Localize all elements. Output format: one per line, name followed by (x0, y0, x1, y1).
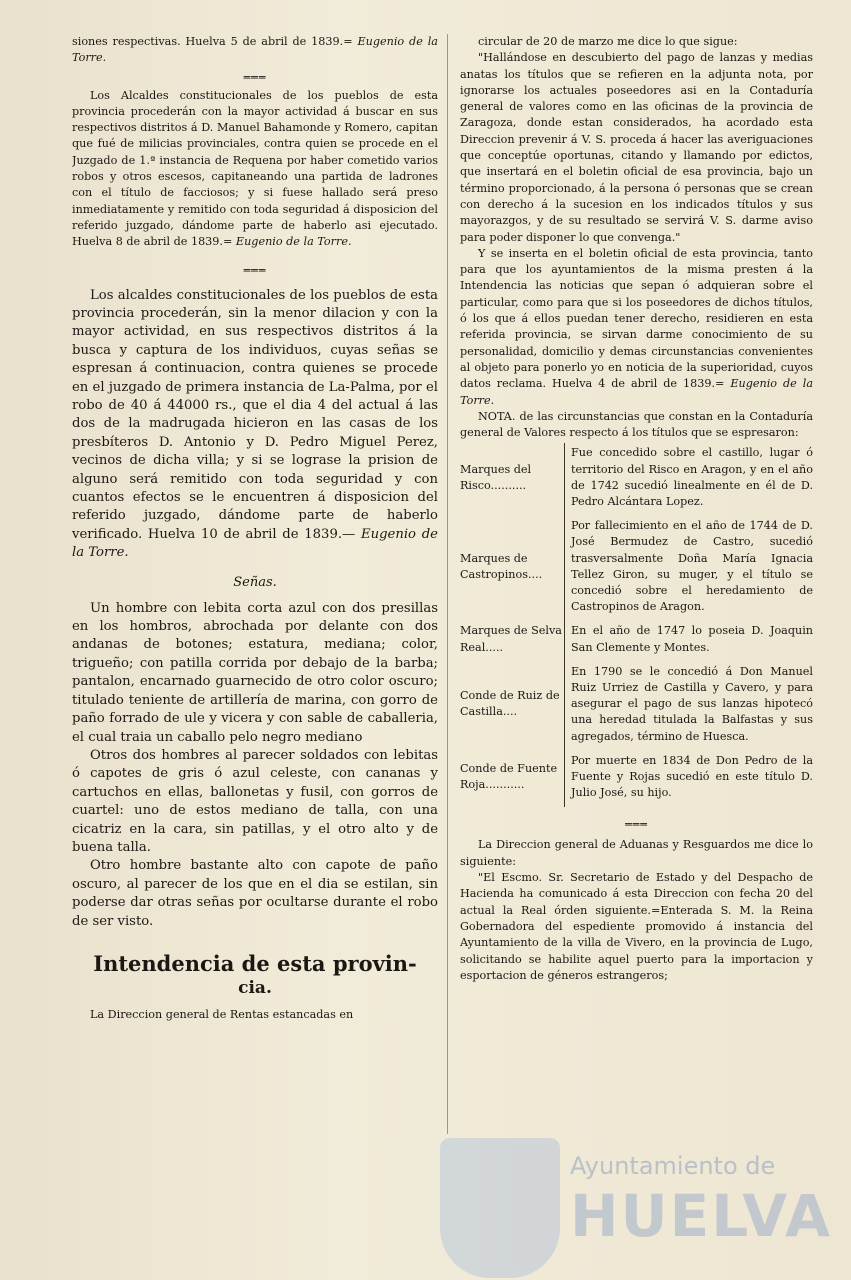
intro-fragment (72, 34, 438, 67)
title-name: Marques de Selva Real..... (460, 624, 562, 654)
notice-text: Los Alcaldes constitucionales de los pueblos de esta provincia procederán con la mayor actividad á buscar en sus respectivos distritos á D. Manuel Bahamonde y Romero, capitan que fué de milicias provinciales, contra quien se procede en el Juzgado de 1.ª instancia de Requena por haber cometido varios robos y otros escesos, capitaneando una partida de ladrones con el título de facciosos; y si fuese hallado será preso inmediatamente y remitido con toda seguridad á disposicion del referido juzgado, dándome parte de haberlo asi ejecutado. Huelva 8 de abril de 1839.= (72, 88, 438, 249)
title-name: Marques del Risco.......... (460, 462, 532, 492)
title-name: Marques de Castropinos.... (460, 551, 543, 581)
table-row (460, 662, 813, 751)
aduanas-text: "El Escmo. Sr. Secretario de Estado y del Despacho de Hacienda ha comunicado á esta Direccion con fecha 20 del actual la Real órden siguiente.=Enterada S. M. la Reina Gobernadora del espediente promovido á instancia del Ayuntamiento de la villa de Vivero, en la provincia de Lugo, solicitando se habilite aquel puerto para la importacion y esportacion de géneros estrangeros; (460, 871, 813, 982)
insertion-text: Y se inserta en el boletin oficial de esta provincia, tanto para que los ayuntamientos de la misma presten á la Intendencia las noticias que sepan ó adquieran sobre el particular, como para que si los poseedores de dichos títulos, ó los que á ellos puedan tener derecho, residieren en esta referida provincia, se sirvan darme conocimiento de su personalidad, domicilio y demas circunstancias convenientes al objeto para ponerlo yo en noticia de la superioridad, cuyos datos reclama. Huelva 4 de abril de 1839.= (460, 246, 813, 391)
table-row (460, 621, 813, 661)
signature: Eugenio de la Torre. (72, 35, 438, 65)
titles-table (460, 443, 813, 807)
description-1: Un hombre con lebita corta azul con dos presillas en los hombros, abrochada por delante con dos andanas de botones; estatura, mediana; color, trigueño; con patilla corrida por debajo de la barba; pantalon, encarnado guarnecido de otro color oscuro; titulado teniente de artillería de marina, con gorro de paño forrado de ule y vicera y con sable de caballeria, el cual traia un caballo pelo negro mediano (72, 600, 438, 745)
senas-heading: Señas. (233, 574, 277, 590)
title-name: Conde de Fuente Roja........... (460, 761, 558, 792)
left-column (72, 34, 438, 1144)
notice-bahamonde (72, 88, 438, 251)
title-desc: Por fallecimiento en el año de 1744 de D. José Bermudez de Castro, sucedió trasversalmente Doña María Ignacia Tellez Giron, su muger, y el título se concedió sobre el heredamiento de Castropinos de Aragon. (565, 516, 814, 621)
signature: Eugenio de la Torre. (72, 526, 438, 561)
circular-intro: circular de 20 de marzo me dice lo que sigue: (478, 35, 738, 48)
title-name: Conde de Ruiz de Castilla.... (460, 689, 560, 719)
watermark-line2: HUELVA (570, 1182, 833, 1250)
title-desc: Fue concedido sobre el castillo, lugar ó territorio del Risco en Aragon, y en el año de 1742 sucedió linealmente en él de D. Pedro Alcántara Lopez. (565, 443, 814, 516)
coat-of-arms-icon (440, 1138, 560, 1278)
nota: NOTA. de las circunstancias que constan en la Contaduría general de Valores respecto á los títulos que se espresaron: (460, 409, 813, 440)
title-desc: Por muerte en 1834 de Don Pedro de la Fuente y Rojas sucedió en este título D. Julio José, su hijo. (565, 751, 814, 808)
section-heading-cont: cia. (238, 977, 272, 998)
right-column (460, 34, 813, 1164)
circular-text: "Hallándose en descubierto del pago de lanzas y medias anatas los títulos que se refieren en la adjunta nota, por ignorarse los actuales poseedores asi en la Contaduría general de valores como en las oficinas de la provincia de Zaragoza, donde estan considerados, ha acordado esta Direccion prevenir á V. S. proceda á hacer las averiguaciones que conceptúe oportunas, citando y llamando por edictos, que insertará en el boletin oficial de esa provincia, bajo un término proporcionado, á la persona ó personas que se crean con derecho á la sucesion en los indicados títulos y sus mayorazgos, y de su resultado se servirá V. S. darme aviso para poder disponer lo que convenga." (460, 51, 813, 244)
ayuntamiento-watermark (440, 1120, 833, 1280)
signature: Eugenio de la Torre. (460, 377, 813, 407)
separator: ═══ (243, 70, 267, 84)
description-3: Otro hombre bastante alto con capote de paño oscuro, al parecer de los que en el dia se estilan, sin poderse dar otras señas por ocultarse durante el robo de ser visto. (72, 858, 438, 929)
direccion-rentas: La Direccion general de Rentas estancadas en (90, 1007, 354, 1021)
notice-la-palma (72, 287, 438, 563)
insertion-notice (460, 246, 813, 409)
separator: ═══ (243, 263, 267, 277)
column-divider (447, 34, 448, 1134)
table-row (460, 516, 813, 621)
notice-text: Los alcaldes constitucionales de los pueblos de esta provincia procederán, sin la menor dilacion y con la mayor actividad, en sus respectivos distritos á la busca y captura de los individuos, cuyas señas se espresan á continuacion, contra quienes se procede en el juzgado de primera instancia de La-Palma, por el robo de 40 á 44000 rs., que el dia 4 del actual á las dos de la madrugada hicieron en las casas de los presbíteros D. Antonio y D. Pedro Miguel Perez, vecinos de dicha villa; y si se lograse la prision de alguno será remitido con toda seguridad y con cuantos efectos se le encuentren á disposicion del referido juzgado, dándome parte de haberlo verificado. Huelva 10 de abril de 1839.— (72, 287, 438, 542)
table-row (460, 443, 813, 516)
table-row (460, 751, 813, 808)
aduanas-intro: La Direccion general de Aduanas y Resguardos me dice lo siguiente: (460, 838, 813, 868)
title-desc: En el año de 1747 lo poseia D. Joaquin San Clemente y Montes. (565, 621, 814, 661)
intro-text: siones respectivas. Huelva 5 de abril de 1839.= (72, 35, 353, 48)
watermark-line1: Ayuntamiento de (570, 1152, 776, 1180)
signature: Eugenio de la Torre. (235, 235, 352, 249)
title-desc: En 1790 se le concedió á Don Manuel Ruiz Urriez de Castilla y Cavero, y para asegurar el pago de sus lanzas hipotecó una heredad titulada la Balfastas y sus agregados, término de Huesca. (565, 662, 814, 751)
description-2: Otros dos hombres al parecer soldados con lebitas ó capotes de gris ó azul celeste, con cananas y cartuchos en ellas, ballonetas y fusil, con gorros de cuartel: uno de estos mediano de talla, con una cicatriz en la cara, sin patillas, y el otro alto y de buena talla. (72, 747, 438, 855)
section-heading: Intendencia de esta provin- (93, 950, 417, 976)
separator: ═══ (625, 818, 648, 832)
